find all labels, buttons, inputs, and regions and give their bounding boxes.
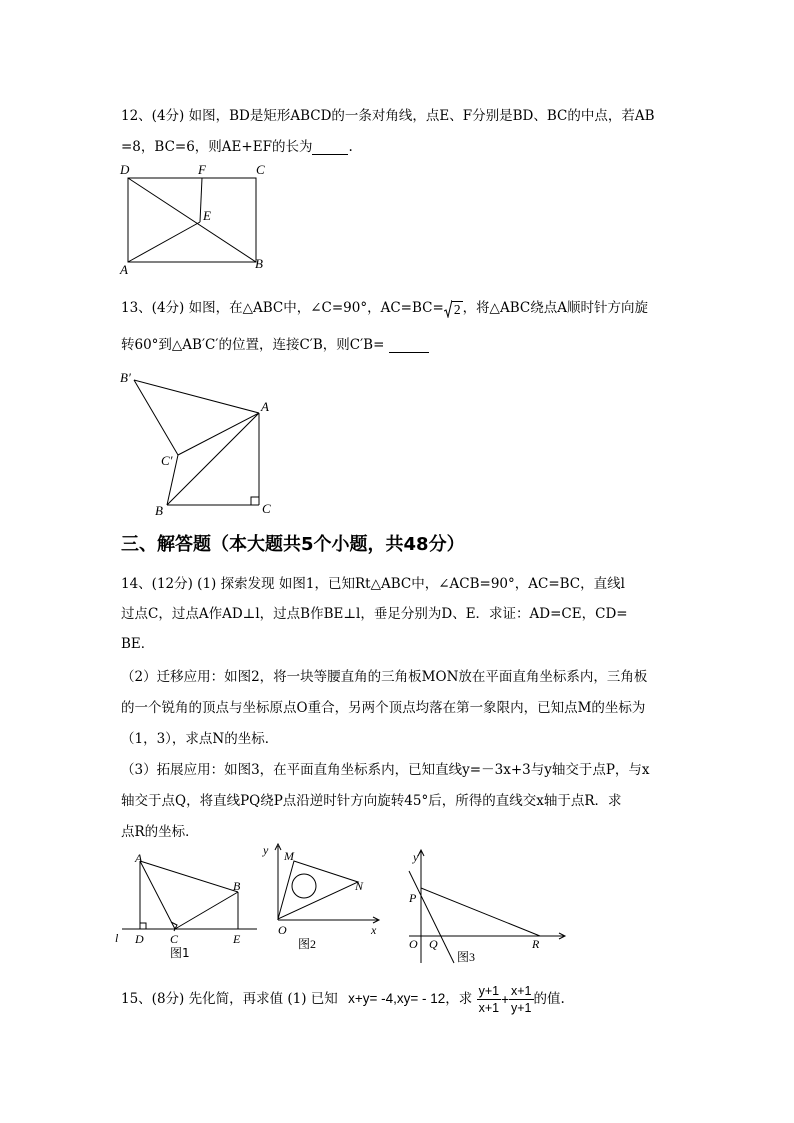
q13-line2 — [121, 333, 429, 353]
q12-line1: 12、(4分) 如图，BD是矩形ABCD的一条对角线，点E、F分别是BD、BC的中点，若AB — [121, 108, 655, 124]
q14-figure-3 — [395, 845, 570, 965]
q13-line2-text: 转60°到△AB′C′的位置，连接C′B，则C′B= — [121, 337, 385, 353]
fig3-label-p: P — [409, 891, 417, 905]
q14-line-6: （1，3），求点N的坐标． — [121, 731, 279, 747]
q13-segment-ab — [167, 413, 259, 505]
q12-segment-ef — [200, 178, 202, 222]
fig2-label-m: M — [284, 849, 294, 863]
q12-label-b: B — [255, 256, 263, 271]
q14-line-5: 的一个锐角的顶点与坐标原点O重合，另两个顶点均落在第一象限内，已知点M的坐标为 — [121, 700, 646, 716]
fig1-segment-cb — [175, 892, 238, 929]
q13-line1 — [121, 296, 648, 318]
q14-line-2: 过点C，过点A作AD⊥l，过点B作BE⊥l，垂足分别为D、E．求证：AD=CE，CD= — [121, 606, 628, 622]
q12-answer-blank — [312, 154, 348, 155]
q12-line2-text: =8，BC=6，则AE+EF的长为 — [121, 139, 313, 155]
q15-text-c: 的值. — [533, 991, 565, 1007]
fig1-right-angle-d — [140, 923, 146, 929]
q14-figure-1 — [112, 848, 257, 960]
fig1-segment-ac — [140, 861, 175, 929]
fig1-caption: 图1 — [170, 946, 190, 960]
fig3-caption: 图3 — [457, 950, 476, 964]
fig3-label-r: R — [532, 937, 540, 951]
q12-label-d: D — [120, 162, 130, 177]
q12-rectangle-figure — [110, 160, 280, 278]
q13-label-bprime: B′ — [120, 370, 131, 385]
q12-line2-end: . — [348, 139, 353, 155]
q15-text-b: ，求 — [445, 991, 473, 1007]
fig3-label-y: y — [413, 850, 419, 864]
q14-line-8: 轴交于点Q，将直线PQ绕P点沿逆时针方向旋转45°后，所得的直线交x轴于点R．求 — [121, 793, 622, 809]
q13-segment-bpa — [134, 380, 259, 413]
fig3-label-q: Q — [429, 937, 438, 951]
fig1-label-l: l — [115, 931, 119, 945]
q15-line — [121, 983, 565, 1016]
section-title: 三、解答题（本大题共5个小题，共48分） — [121, 534, 465, 555]
q15-frac1-denominator: x+1 — [478, 1001, 500, 1015]
fig1-segment-ab — [140, 861, 238, 892]
q14-line-7: （3）拓展应用：如图3，在平面直角坐标系内，已知直线y=－3x+3与y轴交于点P，与x — [121, 762, 650, 778]
q15-frac2-numerator: x+1 — [510, 984, 532, 998]
fig2-label-x: x — [371, 923, 377, 937]
q13-radical-sign-icon — [444, 300, 452, 318]
q15-frac1-numerator: y+1 — [478, 984, 500, 998]
q13-radicand: 2 — [453, 301, 461, 317]
q12-label-c: C — [256, 162, 265, 177]
q13-rotation-figure — [115, 365, 285, 520]
q13-right-angle-mark — [251, 497, 259, 505]
fig2-label-o: O — [278, 923, 287, 937]
q13-line1-b: ，将△ABC绕点A顺时针方向旋 — [462, 300, 648, 316]
q13-answer-blank — [389, 352, 429, 353]
fig2-triangle-mon — [278, 861, 358, 919]
fig1-label-b: B — [233, 879, 241, 893]
q14-line-4: （2）迁移应用：如图2，将一块等腰直角的三角板MON放在平面直角坐标系内，三角板 — [121, 669, 648, 685]
q15-plus-sign: + — [501, 992, 509, 1007]
q15-condition: x+y= -4,xy= - 12 — [348, 991, 446, 1006]
q14-line-1: 14、(12分) (1) 探索发现 如图1，已知Rt△ABC中，∠ACB=90°，AC=BC，直线l — [121, 576, 625, 592]
q12-label-f: F — [198, 162, 206, 177]
fig3-line-pr — [421, 888, 540, 936]
q12-label-e: E — [203, 208, 211, 223]
fig2-label-y: y — [263, 843, 269, 857]
q15-fraction-2 — [509, 983, 534, 1016]
q14-figure-2 — [258, 840, 383, 955]
q15-text-a: 15、(8分) 先化简，再求值 (1) 已知 — [121, 991, 338, 1007]
fig2-caption: 图2 — [298, 937, 317, 951]
q13-label-b: B — [155, 503, 163, 518]
q12-label-a: A — [120, 262, 128, 277]
q15-frac2-denominator: y+1 — [510, 1001, 532, 1015]
fig2-triangle-hole — [292, 874, 316, 898]
q14-line-3: BE． — [121, 636, 155, 652]
q12-line2 — [121, 135, 353, 155]
q15-fraction-1 — [477, 983, 502, 1016]
fig3-label-o: O — [409, 937, 418, 951]
q13-label-cprime: C′ — [161, 453, 173, 468]
q13-segment-bpcp — [134, 380, 178, 455]
q14-line-9: 点R的坐标． — [121, 824, 199, 840]
q13-label-c: C — [262, 501, 271, 516]
q13-segment-cpa — [178, 413, 259, 455]
fig1-label-c: C — [170, 932, 179, 946]
q13-sqrt — [444, 300, 463, 318]
fig1-label-e: E — [233, 932, 241, 946]
q12-diagonal-bd — [128, 178, 256, 262]
q12-segment-ae — [128, 222, 200, 262]
q13-line1-a: 13、(4分) 如图，在△ABC中，∠C=90°，AC=BC= — [121, 300, 444, 316]
fig1-label-d: D — [135, 932, 144, 946]
q13-label-a: A — [261, 399, 269, 414]
fig2-label-n: N — [355, 879, 364, 893]
fig1-label-a: A — [135, 851, 143, 865]
